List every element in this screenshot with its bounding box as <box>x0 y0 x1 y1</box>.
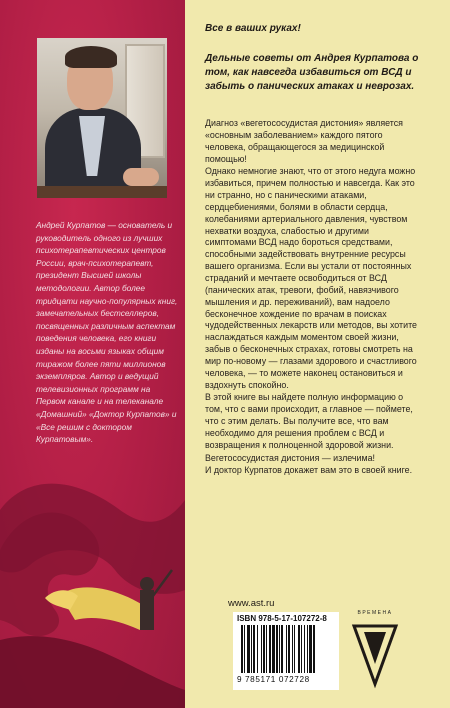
barcode-number: 9 785171 072728 <box>237 675 310 684</box>
publisher-website: www.ast.ru <box>228 598 275 609</box>
publisher-logo-icon <box>350 610 400 690</box>
subtitle: Дельные советы от Андрея Курпатова о том, как навсегда избавиться от ВСД и забыть о панических атаках и неврозах. <box>205 53 419 92</box>
blurb-paragraph: И доктор Курпатов докажет вам это в своей книге. <box>205 465 413 476</box>
barcode <box>241 625 333 673</box>
blurb <box>205 118 417 478</box>
author-photo <box>37 38 167 198</box>
blurb-paragraph: Вегетососудистая дистония — излечима! <box>205 452 376 463</box>
barcode-label <box>233 612 339 690</box>
author-bio: Андрей Курпатов — основатель и руководитель одного из лучших психотерапевтических центров России, врач-психотерапевт, президент Высшей школы методологии. Автор более тридцати научно-популярных книг, замечательных бестселлеров, посвященных различным аспектам поведения человека, его книги изданы на восьми языках общим тиражом более пяти миллионов экземпляров. Автор и ведущий телевизионных программ на Первом канале и на телеканале «Домашний» «Доктор Курпатов» и «Все решим с доктором Курпатовым». <box>36 220 178 445</box>
isbn: ISBN 978-5-17-107272-8 <box>237 614 327 623</box>
blurb-paragraph: Однако немногие знают, что от этого недуга можно избавиться, причем полностью и навсегда. Как это ни странно, но с паническими атаками, сердцебиениями, болями в области сердца, колебаниями артериального давления, чувством нехватки воздуха, слабостью и другими симптомами ВСД надо бороться средствами, способными задействовать внутренние ресурсы вашего организма. Если вы устали от постоянных страданий и мечтаете освободиться от ВСД (панических атак, тревоги, фобий, навязчивого мышления и др. переживаний), вам надоело бесконечное хождение по врачам в поисках чудодейственных лекарств или методов, вы хотите наслаждаться каждым моментом своей жизни, забыв о бесконечных страхах, готовы смотреть на мир по-новому — глазами здорового и счастливого человека, — то можете наконец остановиться и вздохнуть спокойно. <box>205 166 417 390</box>
publisher-name: ВРЕМЕНА <box>357 610 393 616</box>
tagline: Все в ваших руках! <box>205 23 301 34</box>
blurb-paragraph: Диагноз «вегетососудистая дистония» является «основным заболеванием» каждого пятого человека, обращающегося за медицинской помощью! <box>205 118 403 164</box>
dragon-illustration <box>0 470 185 708</box>
blurb-paragraph: В этой книге вы найдете полную информацию о том, что с вами происходит, а главное — поймете, что с этим делать. Вы получите все, что вам необходимо для решения проблем с ВСД и возвращения к полноценной здоровой жизни. <box>205 392 413 450</box>
